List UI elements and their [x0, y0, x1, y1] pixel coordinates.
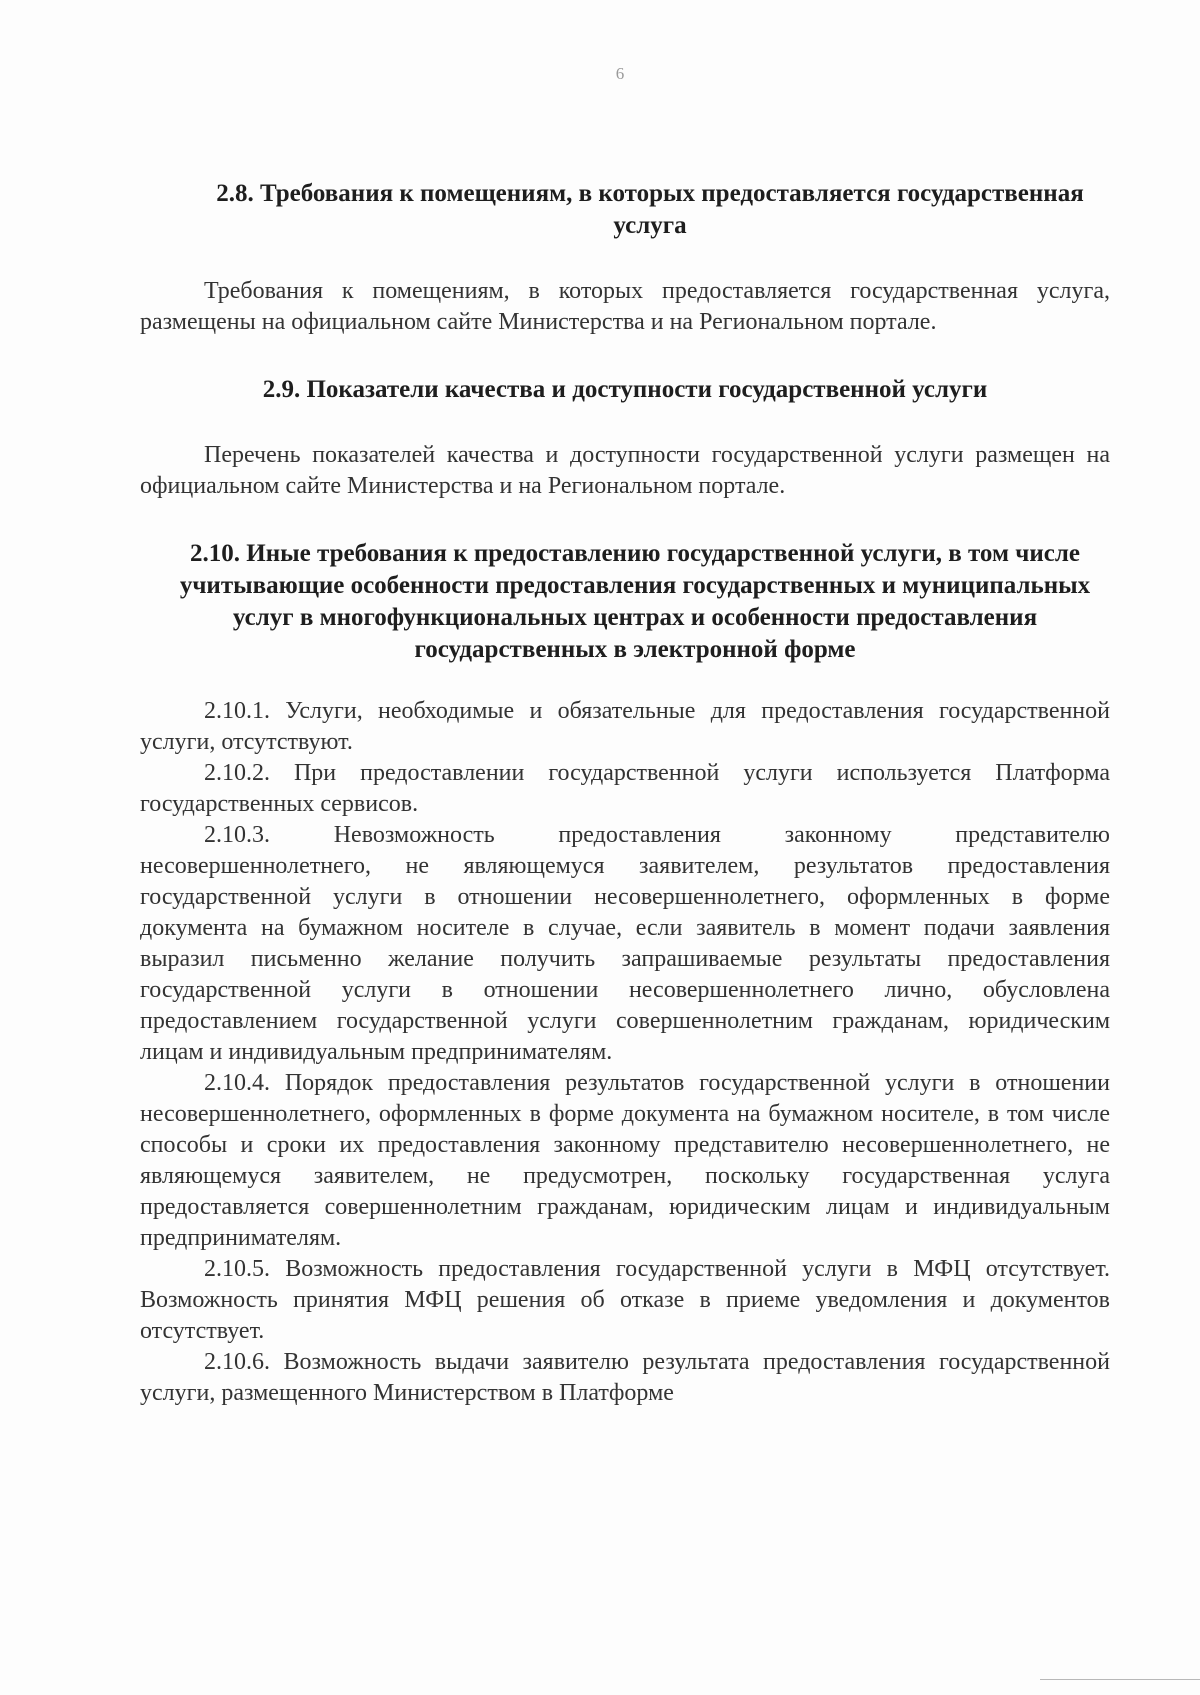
- clause-2-10-3: 2.10.3. Невозможность предоставления законному представителю несовершеннолетнего, не являющемуся заявителем, результатов предоставления государственной услуги в отношении несовершеннолетнего, оформленных в форме документа на бумажном носителе в случае, если заявитель в момент подачи заявления выразил письменно желание получить запрашиваемые результаты предоставления государственной услуги в отношении несовершеннолетнего лично, обусловлена предоставлением государственной услуги совершеннолетним гражданам, юридическим лицам и индивидуальным предпринимателям.: [140, 822, 1110, 1065]
- section-2-10-heading: 2.10. Иные требования к предоставлению государственной услуги, в том числе учитывающие особенности предоставления государственных и муниципальных услуг в многофункциональных центрах и особенности предоставления государственных в электронной форме: [179, 540, 1091, 663]
- clause-2-10-2: 2.10.2. При предоставлении государственной услуги используется Платформа государственных сервисов.: [140, 760, 1110, 817]
- scan-edge-line: [1040, 1679, 1200, 1680]
- clause-2-10-6: 2.10.6. Возможность выдачи заявителю результата предоставления государственной услуги, размещенного Министерством в Платформе: [140, 1349, 1110, 1406]
- clause-2-10-4: 2.10.4. Порядок предоставления результатов государственной услуги в отношении несовершеннолетнего, оформленных в форме документа на бумажном носителе, в том числе способы и сроки их предоставления законному представителю несовершеннолетнего, не являющемуся заявителем, не предусмотрен, поскольку государственная услуга предоставляется совершеннолетним гражданам, юридическим лицам и индивидуальным предпринимателям.: [140, 1070, 1110, 1251]
- section-2-9-heading: 2.9. Показатели качества и доступности государственной услуги: [262, 376, 988, 403]
- clause-2-10-5: 2.10.5. Возможность предоставления государственной услуги в МФЦ отсутствует. Возможность принятия МФЦ решения об отказе в приеме уведомления и документов отсутствует.: [140, 1256, 1110, 1344]
- section-2-8-heading: 2.8. Требования к помещениям, в которых предоставляется государственная услуга: [216, 180, 1084, 239]
- clause-2-10-1: 2.10.1. Услуги, необходимые и обязательные для предоставления государственной услуги, отсутствуют.: [140, 698, 1110, 755]
- document-body: [140, 178, 1110, 1409]
- section-2-9-text: Перечень показателей качества и доступности государственной услуги размещен на официальном сайте Министерства и на Региональном портале.: [140, 442, 1110, 499]
- section-2-8-text: Требования к помещениям, в которых предоставляется государственная услуга, размещены на официальном сайте Министерства и на Региональном портале.: [140, 278, 1110, 335]
- page-number: 6: [615, 64, 625, 83]
